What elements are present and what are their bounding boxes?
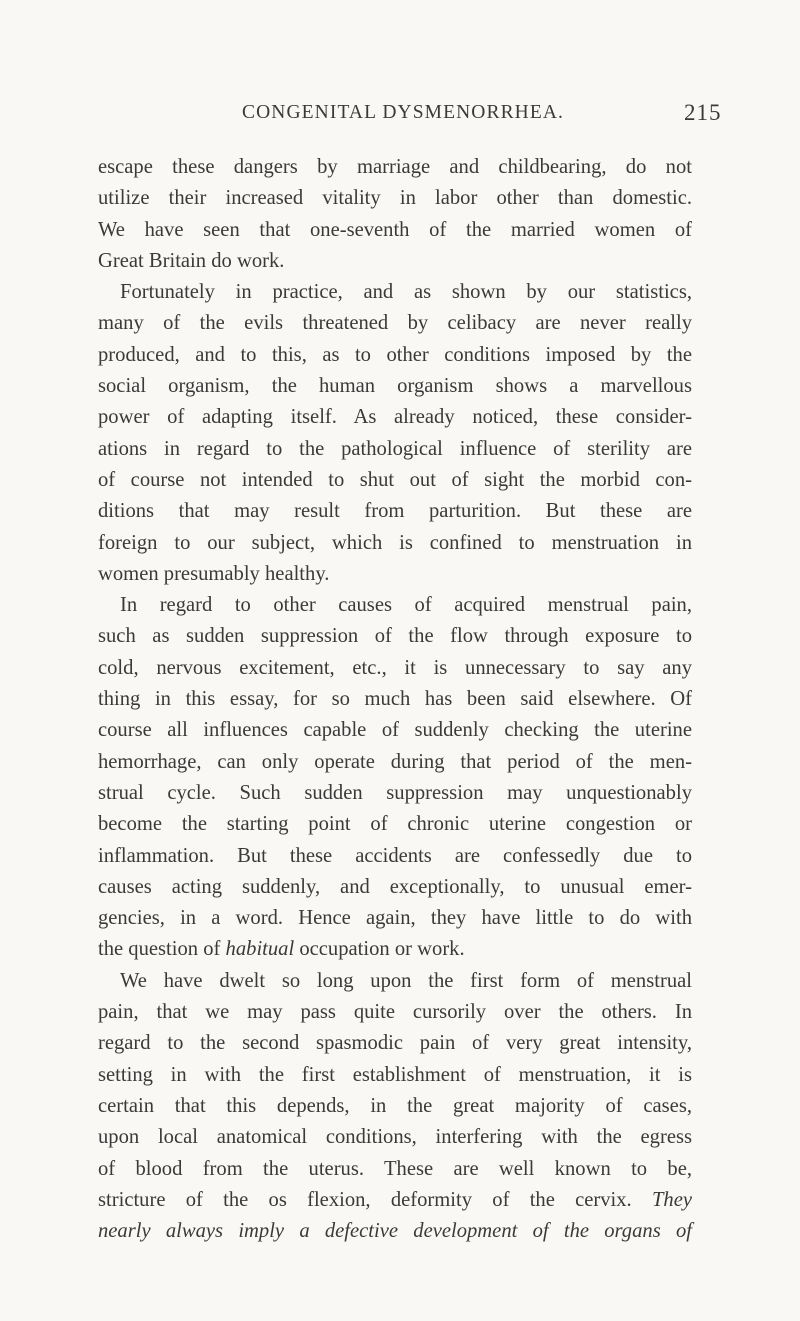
text-line: gencies, in a word. Hence again, they have little to do with bbox=[98, 907, 692, 930]
text-line: inflammation. But these accidents are confessedly due to bbox=[98, 844, 692, 867]
text-line: pain, that we may pass quite cursorily over the others. In bbox=[98, 1001, 692, 1024]
text-line: many of the evils threatened by celibacy are never really bbox=[98, 312, 692, 335]
italic-word: They bbox=[651, 1188, 692, 1211]
text-line: cold, nervous excitement, etc., it is unnecessary to say any bbox=[98, 656, 692, 679]
paragraphs-block-b bbox=[98, 966, 692, 1185]
text-line: strual cycle. Such sudden suppression may unquestionably bbox=[98, 781, 692, 804]
text-line: causes acting suddenly, and exceptionally, to unusual emer- bbox=[98, 875, 692, 898]
text-line: escape these dangers by marriage and childbearing, do not bbox=[98, 156, 692, 178]
text-line: In regard to other causes of acquired menstrual pain, bbox=[120, 594, 692, 617]
text-line: thing in this essay, for so much has been said elsewhere. Of bbox=[98, 688, 692, 711]
text-line: ditions that may result from parturition. But these are bbox=[98, 500, 692, 523]
text-line-final: stricture of the os flexion, deformity of the cervix. They bbox=[98, 1188, 692, 1211]
text-line: of blood from the uterus. These are well known to be, bbox=[98, 1157, 692, 1180]
text-line: course all influences capable of suddenly checking the uterine bbox=[98, 719, 692, 742]
text-line: upon local anatomical conditions, interfering with the egress bbox=[98, 1126, 692, 1149]
text-line: We have dwelt so long upon the first form of menstrual bbox=[120, 969, 692, 992]
text-line: setting in with the first establishment of menstruation, it is bbox=[98, 1063, 692, 1086]
text-line: ations in regard to the pathological influence of sterility are bbox=[98, 437, 692, 460]
text-line: become the starting point of chronic uterine congestion or bbox=[98, 813, 692, 836]
text-line: Great Britain do work. bbox=[98, 249, 285, 272]
running-head bbox=[0, 100, 800, 132]
running-title: CONGENITAL DYSMENORRHEA. bbox=[242, 102, 565, 123]
text-line: regard to the second spasmodic pain of very great intensity, bbox=[98, 1032, 692, 1055]
paragraphs-block-a bbox=[98, 152, 692, 934]
text-line: certain that this depends, in the great majority of cases, bbox=[98, 1094, 692, 1117]
text-line-habitual: the question of habitual occupation or work. bbox=[98, 938, 465, 961]
text-line: utilize their increased vitality in labor other than domestic. bbox=[98, 187, 692, 210]
body-text bbox=[98, 152, 692, 1247]
text-line: of course not intended to shut out of sight the morbid con- bbox=[98, 468, 692, 491]
text-line: such as sudden suppression of the flow through exposure to bbox=[98, 625, 692, 648]
italic-word: habitual bbox=[225, 938, 295, 961]
text-line: foreign to our subject, which is confined to menstruation in bbox=[98, 531, 692, 554]
text-line: Fortunately in practice, and as shown by our statistics, bbox=[120, 281, 692, 304]
text-line: hemorrhage, can only operate during that period of the men- bbox=[98, 750, 692, 773]
text-line: We have seen that one-seventh of the married women of bbox=[98, 218, 692, 241]
page-number: 215 bbox=[684, 100, 722, 125]
text-line: women presumably healthy. bbox=[98, 562, 330, 585]
text-line: produced, and to this, as to other conditions imposed by the bbox=[98, 343, 692, 366]
text-line-closing: nearly always imply a defective development of the organs of bbox=[98, 1220, 692, 1243]
text-line: power of adapting itself. As already noticed, these consider- bbox=[98, 406, 692, 429]
text-line: social organism, the human organism shows a marvellous bbox=[98, 375, 692, 398]
